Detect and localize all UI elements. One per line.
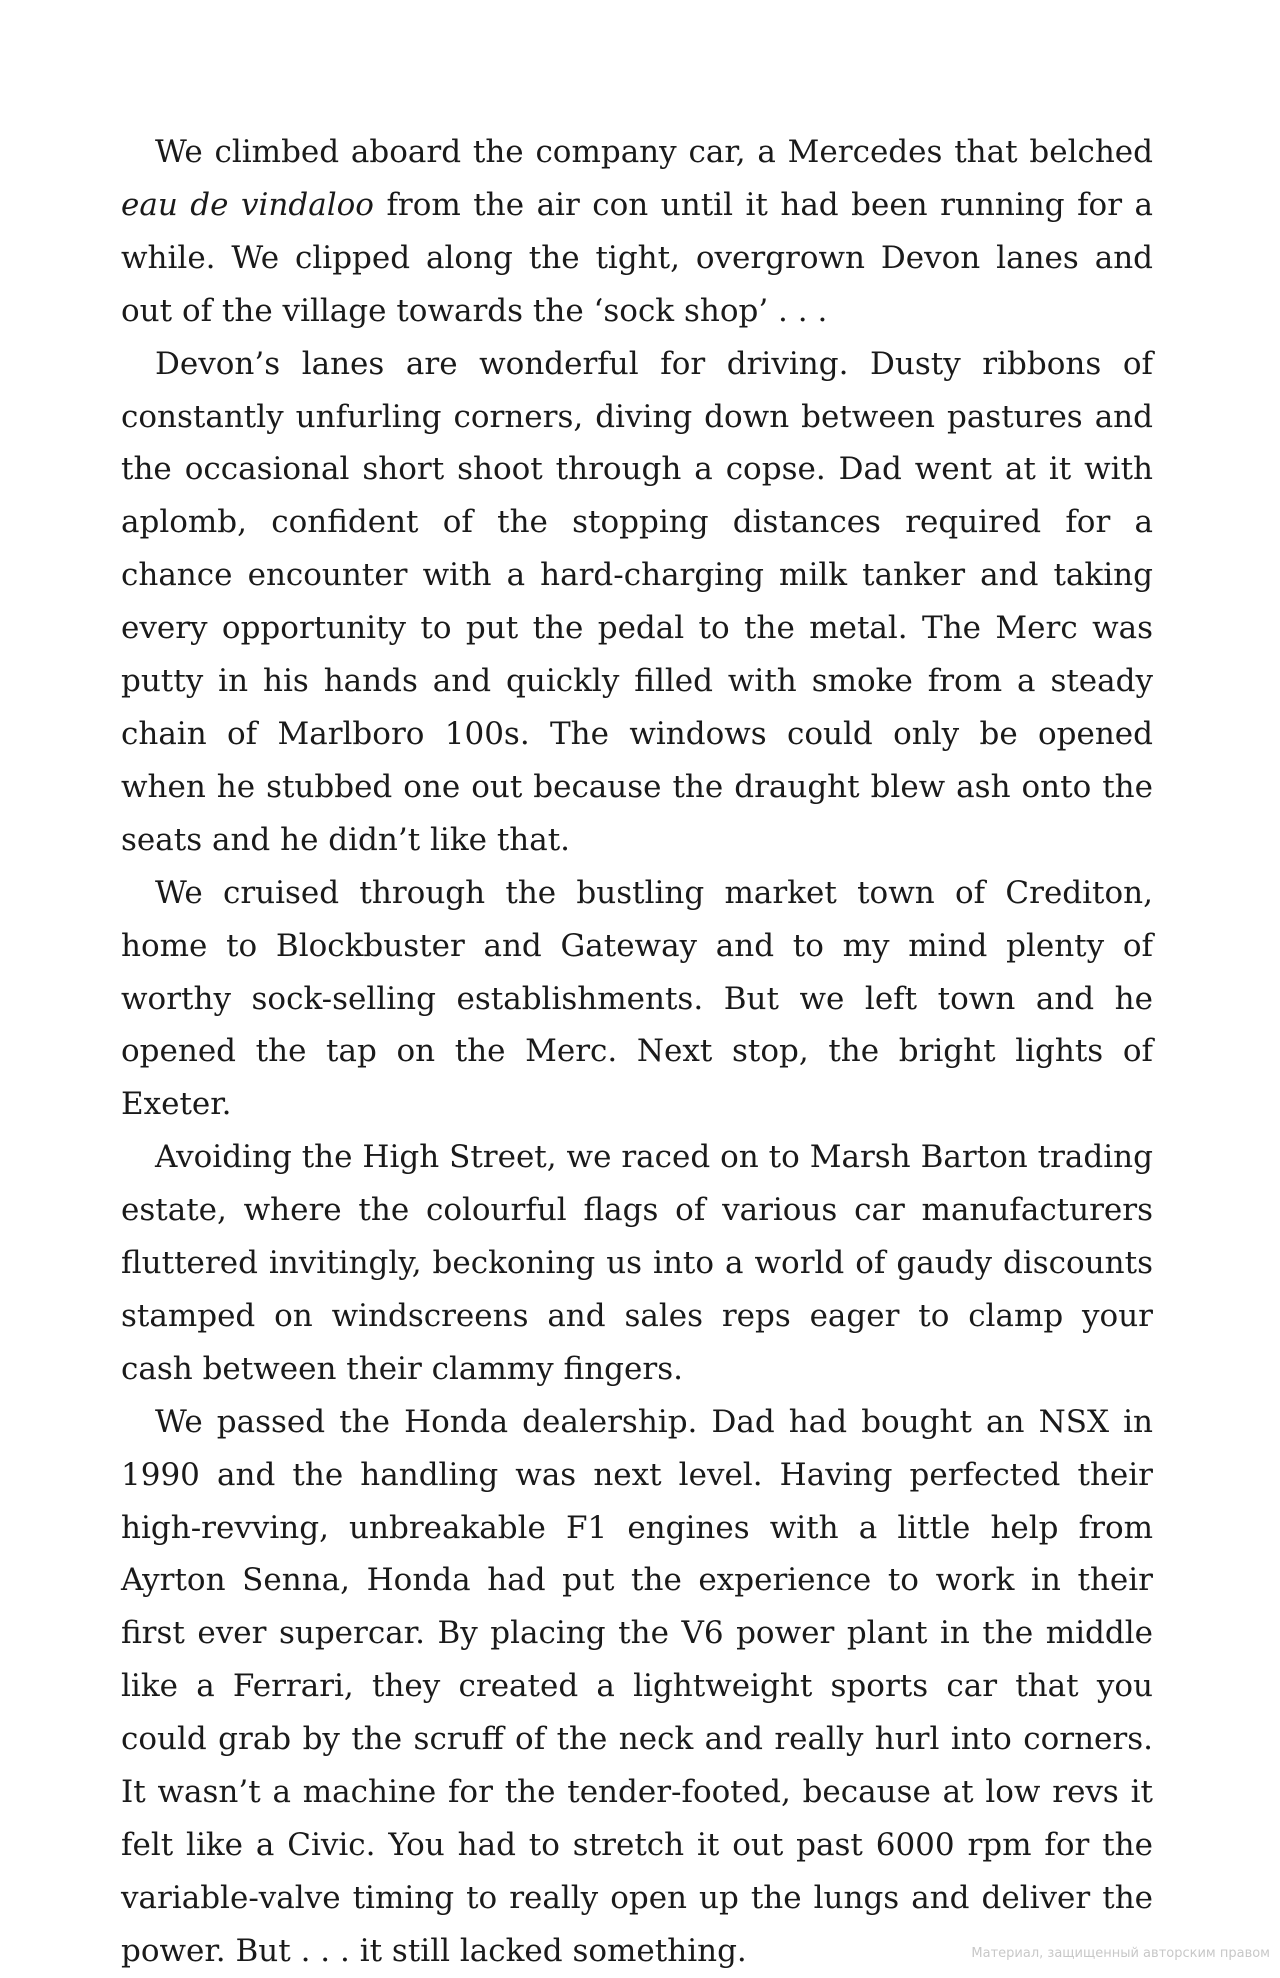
copyright-watermark: Материал, защищенный авторским правом	[971, 1946, 1270, 1961]
page-body	[121, 126, 1153, 1978]
paragraph-1-text-a: We climbed aboard the company car, a Mercedes that belched	[155, 134, 1153, 170]
paragraph-1-italic-text: eau de vindaloo	[121, 186, 374, 223]
paragraph-1-text-b: from the air con until it had been running for a while. We clipped along the tight, overgrown Devon lanes and out of the village towards the ‘sock shop’ . . .	[121, 186, 1154, 329]
paragraph-3: We cruised through the bustling market town of Crediton, home to Blockbuster and Gateway and to my mind plenty of worthy sock-selling establishments. But we left town and he opened the tap on the Merc. Next stop, the bright lights of Exeter.	[121, 874, 1153, 1123]
paragraph-1	[121, 126, 1153, 338]
paragraph-5: We passed the Honda dealership. Dad had bought an NSX in 1990 and the handling was next level. Having perfected their high-revving, unbreakable F1 engines with a little help from Ayrton Senna, Honda had put the experience to work in their first ever supercar. By placing the V6 power plant in the middle like a Ferrari, they created a lightweight sports car that you could grab by the scruff of the neck and really hurl into corners. It wasn’t a machine for the tender-footed, because at low revs it felt like a Civic. You had to stretch it out past 6000 rpm for the variable-valve timing to really open up the lungs and deliver the power. But . . . it still lacked something.	[121, 1403, 1153, 1969]
paragraph-4: Avoiding the High Street, we raced on to Marsh Barton trading estate, where the colourful flags of various car manufacturers fluttered invitingly, beckoning us into a world of gaudy discounts stamped on windscreens and sales reps eager to clamp your cash between their clammy fingers.	[121, 1139, 1153, 1387]
paragraph-2: Devon’s lanes are wonderful for driving. Dusty ribbons of constantly unfurling corners, diving down between pastures and the occasional short shoot through a copse. Dad went at it with aplomb, confident of the stopping distances required for a chance encounter with a hard-charging milk tanker and taking every opportunity to put the pedal to the metal. The Merc was putty in his hands and quickly filled with smoke from a steady chain of Marlboro 100s. The windows could only be opened when he stubbed one out because the draught blew ash onto the seats and he didn’t like that.	[121, 345, 1153, 858]
